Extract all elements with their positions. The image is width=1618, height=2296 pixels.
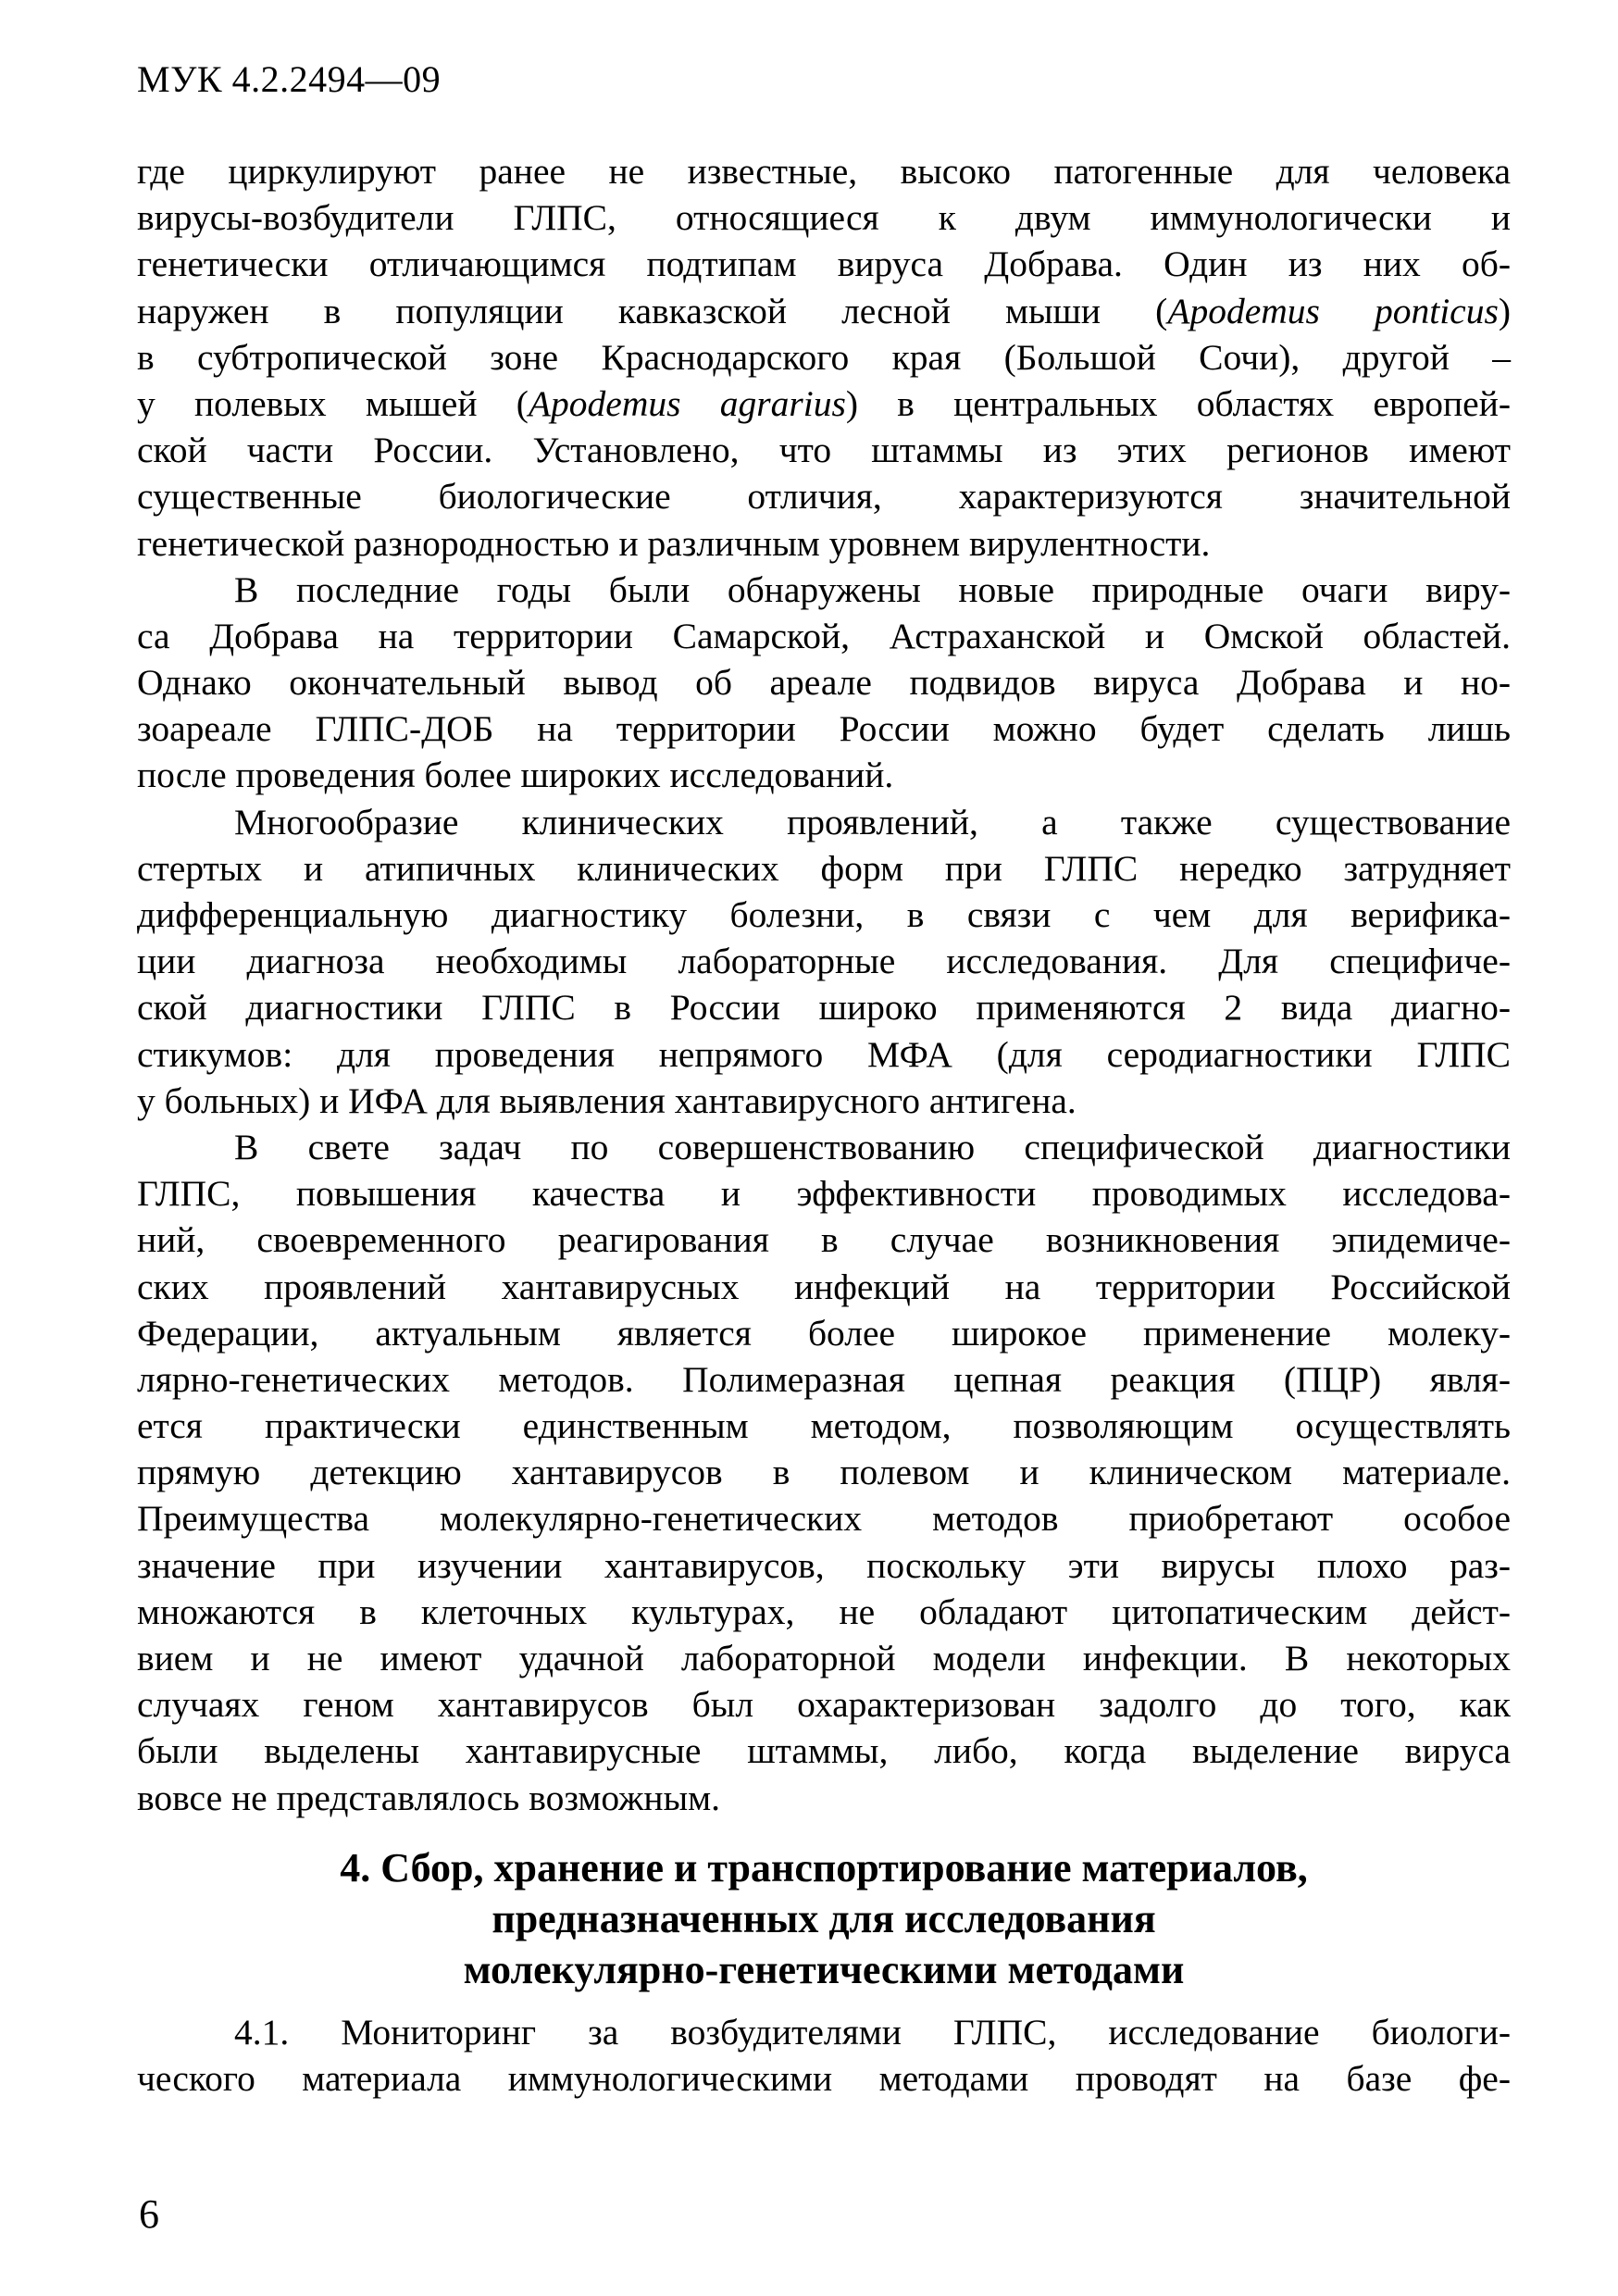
text-line: наружен в популяции кавказской лесной мыши (Apodemus ponticus) <box>137 290 1511 331</box>
text-line: ской части России. Установлено, что штаммы из этих регионов имеют <box>137 430 1511 471</box>
section-paragraph <box>137 2009 1511 2102</box>
text-line: после проведения более широких исследований. <box>137 755 894 796</box>
text-line: генетической разнородностью и различным уровнем вирулентности. <box>137 522 1211 564</box>
text-line: у больных) и ИФА для выявления хантавирусного антигена. <box>137 1079 1077 1121</box>
text-line: ских проявлений хантавирусных инфекций на территории Российской <box>137 1266 1511 1307</box>
text-line: множаются в клеточных культурах, не обладают цитопатическим дейст- <box>137 1591 1511 1632</box>
text-line: у полевых мышей (Apodemus agrarius) в центральных областях европей- <box>137 382 1511 424</box>
paragraph-3 <box>137 799 1511 1124</box>
text-line: значение при изучении хантавирусов, поскольку эти вирусы плохо раз- <box>137 1544 1511 1586</box>
document-code-header: МУК 4.2.2494—09 <box>137 58 442 100</box>
text-line: где циркулируют ранее не известные, высоко патогенные для человека <box>137 151 1511 192</box>
text-line: генетически отличающимся подтипам вируса Добрава. Один из них об- <box>137 243 1511 285</box>
text-line: лярно-генетических методов. Полимеразная цепная реакция (ПЦР) явля- <box>137 1358 1511 1400</box>
page-number: 6 <box>139 2191 159 2237</box>
text-line: ГЛПС, повышения качества и эффективности проводимых исследова- <box>137 1173 1511 1215</box>
section-heading-line: предназначенных для исследования <box>492 1896 1156 1941</box>
text-line: В последние годы были обнаружены новые природные очаги виру- <box>234 568 1511 610</box>
text-line: са Добрава на территории Самарской, Астраханской и Омской областей. <box>137 615 1511 656</box>
text-line: ции диагноза необходимы лабораторные исследования. Для специфиче- <box>137 941 1511 982</box>
section-heading <box>137 1842 1511 1995</box>
section-heading-line: молекулярно-генетическими методами <box>463 1947 1185 1992</box>
paragraph-4 <box>137 1124 1511 1821</box>
text-line: дифференциальную диагностику болезни, в связи с чем для верифика- <box>137 894 1511 935</box>
text-line: В свете задач по совершенствованию специфической диагностики <box>234 1126 1511 1167</box>
body-text <box>137 148 1511 1821</box>
text-line: стикумов: для проведения непрямого МФА (для серодиагностики ГЛПС <box>137 1033 1511 1075</box>
text-line: вирусы-возбудители ГЛПС, относящиеся к двум иммунологически и <box>137 197 1511 239</box>
text-line: ской диагностики ГЛПС в России широко применяются 2 вида диагно- <box>137 987 1511 1029</box>
text-line: случаях геном хантавирусов был охарактеризован задолго до того, как <box>137 1684 1511 1726</box>
text-line: в субтропической зоне Краснодарского края (Большой Сочи), другой – <box>137 336 1511 378</box>
text-line: ется практически единственным методом, позволяющим осуществлять <box>137 1405 1511 1447</box>
text-line: вием и не имеют удачной лабораторной модели инфекции. В некоторых <box>137 1638 1511 1678</box>
text-line: Многообразие клинических проявлений, а также существование <box>234 801 1511 842</box>
text-line: были выделены хантавирусные штаммы, либо, когда выделение вируса <box>137 1730 1511 1772</box>
text-line: зоареале ГЛПС-ДОБ на территории России можно будет сделать лишь <box>137 708 1511 750</box>
text-line: Однако окончательный вывод об ареале подвидов вируса Добрава и но- <box>137 662 1511 704</box>
text-line: прямую детекцию хантавирусов в полевом и клиническом материале. <box>137 1452 1511 1493</box>
text-line: вовсе не представлялось возможным. <box>137 1777 720 1818</box>
text-line: ний, своевременного реагирования в случае возникновения эпидемиче- <box>137 1219 1511 1261</box>
paragraph-2 <box>137 567 1511 799</box>
section-heading-line: 4. Сбор, хранение и транспортирование материалов, <box>340 1845 1308 1890</box>
text-line: Федерации, актуальным является более широкое применение молеку- <box>137 1312 1511 1354</box>
text-line: Преимущества молекулярно-генетических методов приобретают особое <box>137 1498 1511 1540</box>
text-line: существенные биологические отличия, характеризуются значительной <box>137 476 1511 518</box>
paragraph-1 <box>137 148 1511 567</box>
text-line: ческого материала иммунологическими методами проводят на базе фе- <box>137 2058 1511 2100</box>
text-line: 4.1. Мониторинг за возбудителями ГЛПС, исследование биологи- <box>234 2012 1511 2053</box>
text-line: стертых и атипичных клинических форм при ГЛПС нередко затрудняет <box>137 847 1511 889</box>
